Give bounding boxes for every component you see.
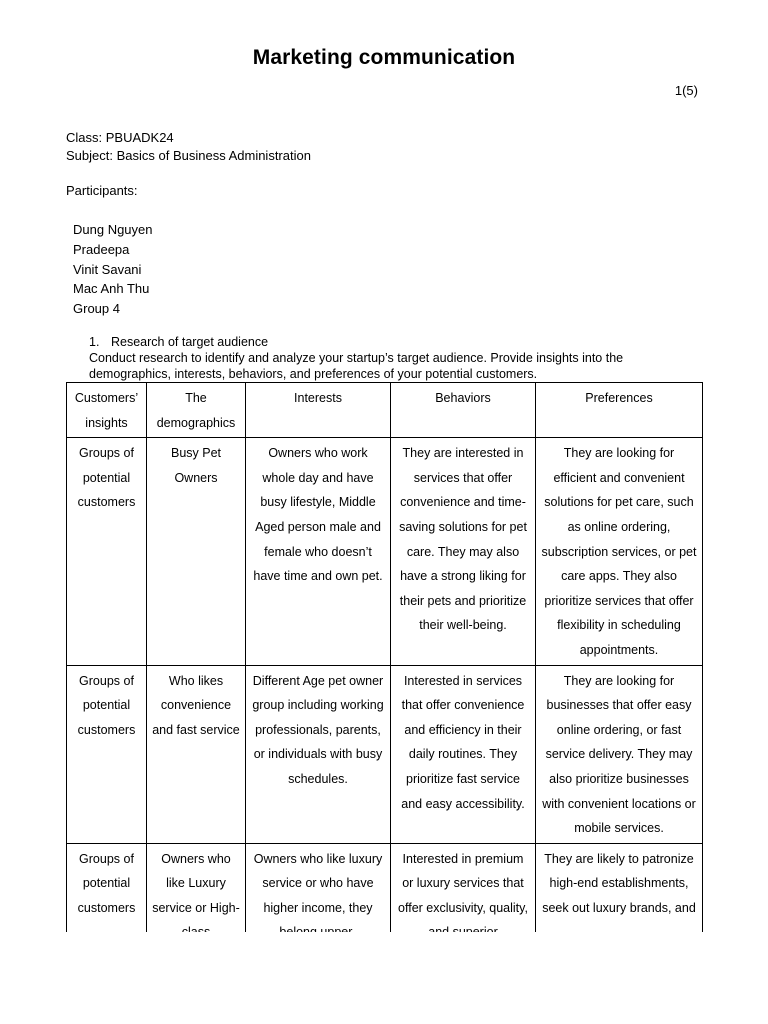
table-row: [67, 438, 703, 665]
class-line: Class: PBUADK24: [66, 130, 174, 145]
participant-name: Pradeepa: [73, 241, 130, 257]
section-heading-line: [89, 334, 689, 350]
table-header-row: [67, 383, 703, 438]
table-cell: Owners who work whole day and have busy lifestyle, Middle Aged person male and female who doesn’t have time and own pet.: [246, 438, 391, 665]
header-behaviors: Behaviors: [391, 383, 536, 438]
header-customers-insights: Customers’ insights: [67, 383, 147, 438]
table-cell: They are interested in services that offer convenience and time-saving solutions for pet care. They may also have a strong liking for their pets and prioritize their well-being.: [391, 438, 536, 665]
header-interests: Interests: [246, 383, 391, 438]
table-cell: Groups of potential customers: [67, 665, 147, 843]
section-number: 1.: [89, 335, 100, 349]
document-title: Marketing communication: [252, 46, 516, 69]
table-cell: Busy Pet Owners: [147, 438, 246, 665]
table-cell: Interested in services that offer convenience and efficiency in their daily routines. They prioritize fast service and easy accessibility.: [391, 665, 536, 843]
table-cell: Groups of potential customers: [67, 843, 147, 947]
header-preferences: Preferences: [536, 383, 703, 438]
subject-line: Subject: Basics of Business Administration: [66, 148, 311, 163]
participant-name: Dung Nguyen: [73, 222, 153, 237]
table-cell: Different Age pet owner group including working professionals, parents, or individuals with busy schedules.: [246, 665, 391, 843]
table-cell: Interested in premium or luxury services that offer exclusivity, quality,: [391, 843, 536, 947]
page-bottom-margin: [0, 932, 768, 1024]
section-heading: Research of target audience: [111, 335, 269, 349]
table-cell: They are likely to patronize high-end establishments, seek out luxury brands, and: [536, 843, 703, 947]
table-cell: They are looking for efficient and convenient solutions for pet care, such as online ordering, subscription services, or pet care apps. They also prioritize services that offer flexibility in scheduling appointments.: [536, 438, 703, 665]
header-demographics: The demographics: [147, 383, 246, 438]
table-cell: Owners who like Luxury service or High-: [147, 843, 246, 947]
table-cell: Who likes convenience and fast service: [147, 665, 246, 843]
table-cell: Owners who like luxury service or who have higher income, they: [246, 843, 391, 947]
participant-group: Group 4: [73, 301, 120, 317]
table-cell: Groups of potential customers: [67, 438, 147, 665]
participants-label: Participants:: [66, 183, 138, 198]
table-cell: They are looking for businesses that offer easy online ordering, or fast service delivery. They may also prioritize businesses with convenient locations or mobile services.: [536, 665, 703, 843]
table-row: [67, 665, 703, 843]
participants-list: [73, 220, 153, 319]
target-audience-table: [66, 382, 703, 948]
section-1: [89, 334, 689, 382]
section-description: Conduct research to identify and analyze your startup’s target audience. Provide insights into the demographics, interests, behaviors, and preferences of your potential customers.: [89, 351, 624, 381]
participant-name: Mac Anh Thu: [73, 281, 150, 297]
page-number: 1(5): [674, 83, 698, 98]
participant-name: Vinit Savani: [73, 261, 142, 277]
